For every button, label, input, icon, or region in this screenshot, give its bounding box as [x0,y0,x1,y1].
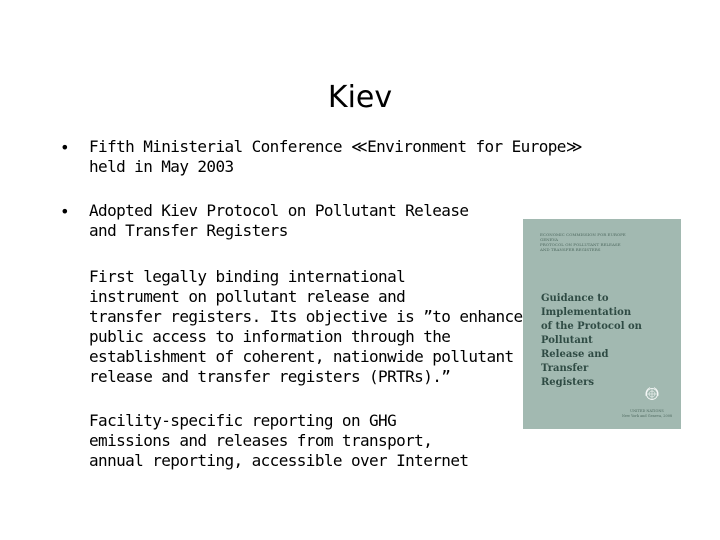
bullet-marker-2: • [60,202,70,221]
bullet-text-2: Adopted Kiev Protocol on Pollutant Release and Transfer Registers [89,201,469,240]
protocol-description: First legally binding international instrument on pollutant release and transfer registers. Its objective is ”to enhance public access to information through the establishment of coherent, nationwide pollutant release and transfer registers (PRTRs).” [89,267,523,386]
cover-header: ECONOMIC COMMISSION FOR EUROPE GENEVA PROTOCOL ON POLLUTANT RELEASE AND TRANSFER REGISTERS [540,232,626,252]
bullet-marker-1: • [60,138,70,157]
cover-footer: UNITED NATIONS New York and Geneva, 2008 [621,409,673,418]
guidance-document-cover [523,219,681,429]
reporting-description: Facility-specific reporting on GHG emissions and releases from transport, annual reporting, accessible over Internet [89,411,469,470]
bullet-text-1: Fifth Ministerial Conference ≪Environment for Europe≫ held in May 2003 [89,137,582,176]
un-emblem-icon [644,386,660,402]
cover-title: Guidance to Implementation of the Protocol on Pollutant Release and Transfer Registers [541,293,642,388]
slide-title: Kiev [327,80,393,115]
